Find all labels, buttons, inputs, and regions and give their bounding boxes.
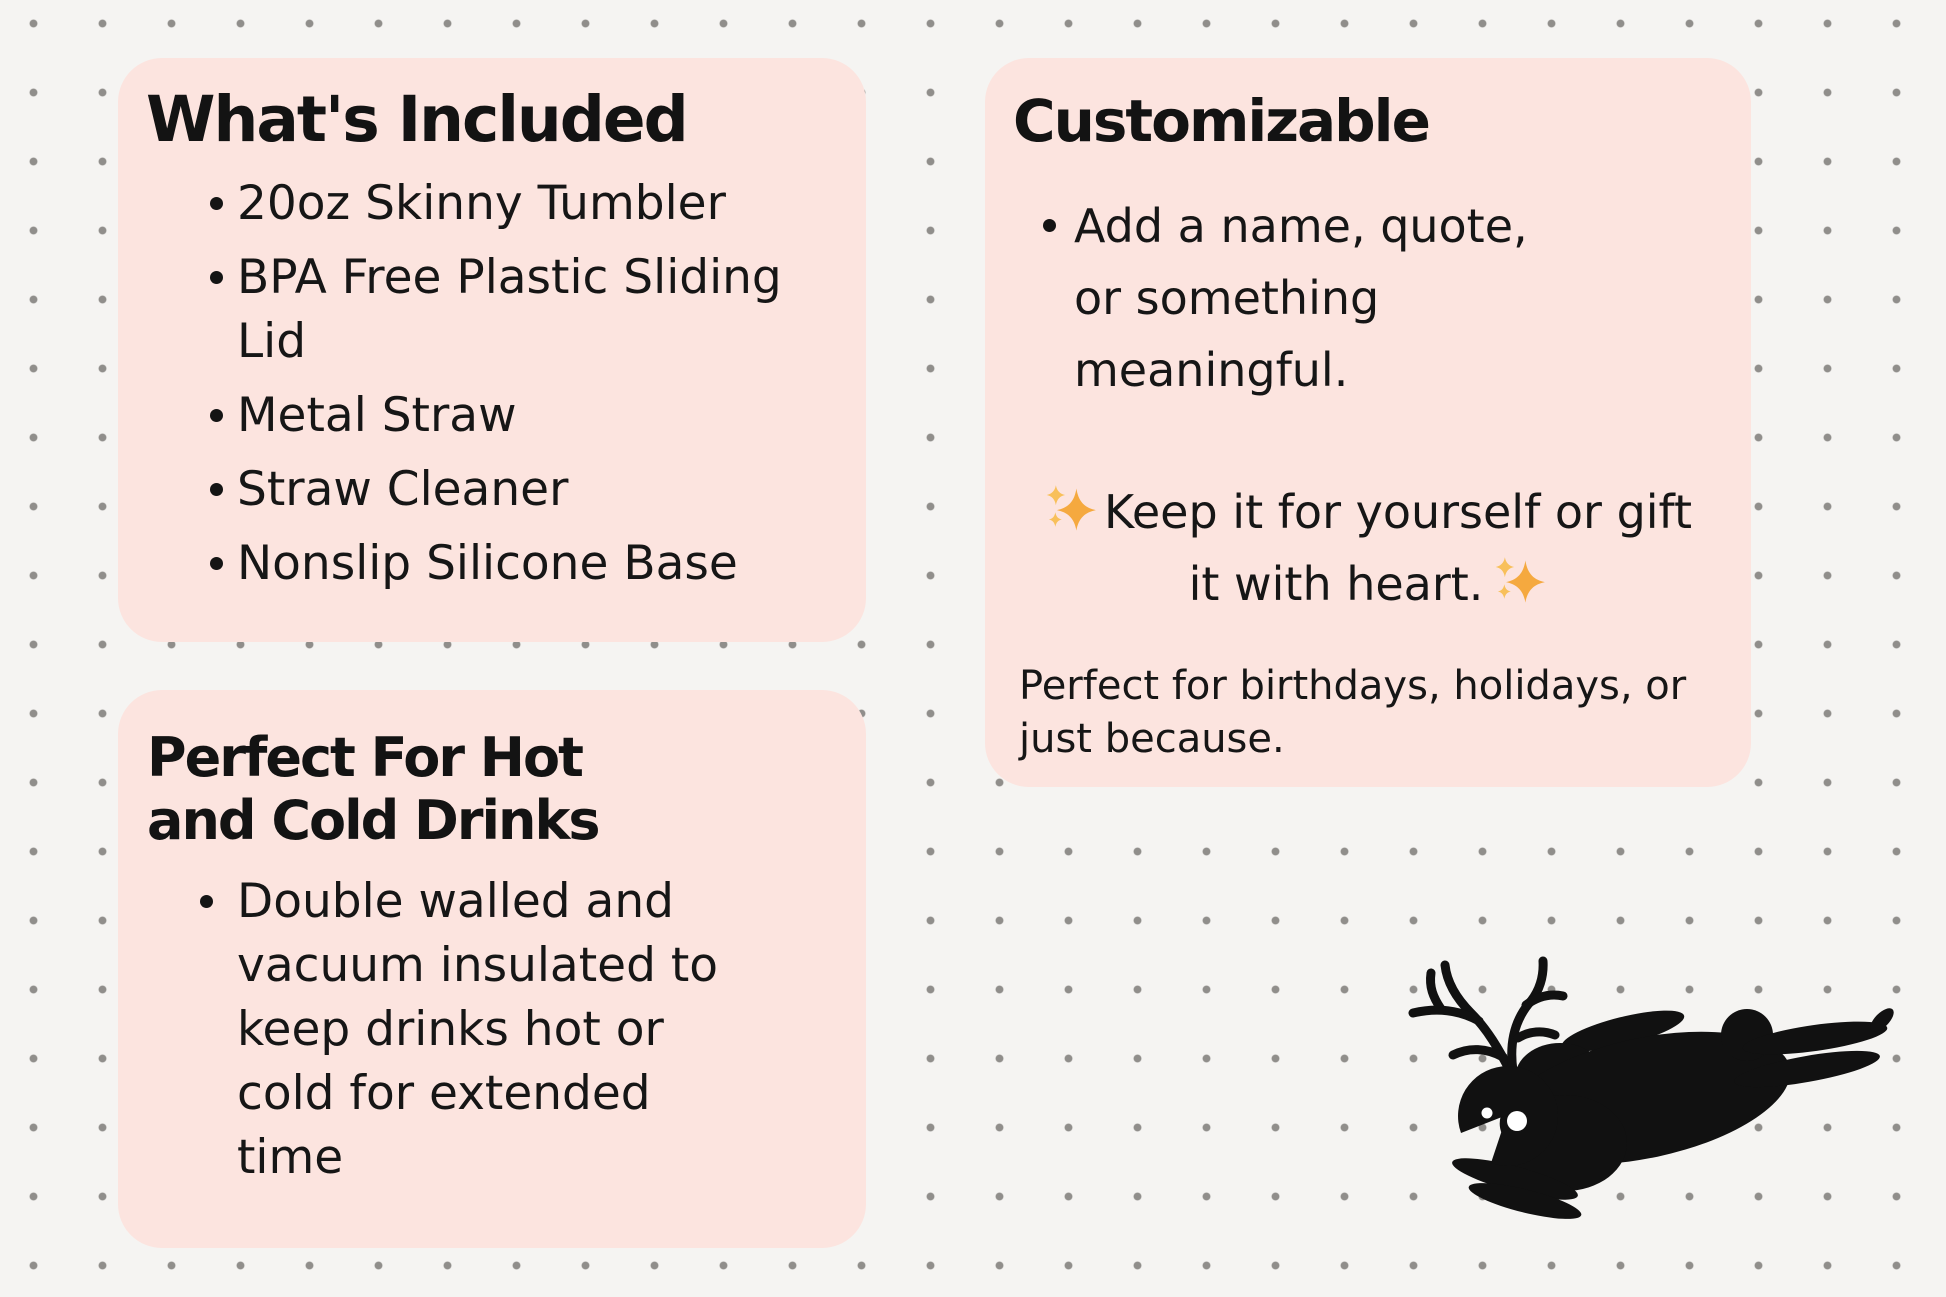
- bullet-dot-icon: [1043, 219, 1056, 232]
- card-customizable: [985, 58, 1751, 787]
- hot-cold-title: Perfect For Hot and Cold Drinks: [147, 726, 599, 852]
- list-item: [1043, 190, 1583, 406]
- list-item: [210, 172, 802, 236]
- list-item-text: Straw Cleaner: [237, 461, 569, 517]
- list-item-text: Double walled and vacuum insulated to keep drinks hot or cold for extended time: [237, 874, 719, 1185]
- list-item-text: Add a name, quote, or something meaningful.: [1074, 199, 1528, 398]
- list-item: [200, 870, 760, 1190]
- customizable-title: Customizable: [1013, 87, 1429, 155]
- bullet-dot-icon: [210, 271, 223, 284]
- eye-small: [1482, 1108, 1493, 1119]
- sparkles-icon: [1044, 482, 1098, 536]
- bullet-dot-icon: [210, 557, 223, 570]
- occasions-note: Perfect for birthdays, holidays, or just because.: [1019, 663, 1687, 763]
- card-hot-cold-drinks: [118, 690, 866, 1248]
- bullet-dot-icon: [200, 895, 213, 908]
- sparkles-icon: [1493, 554, 1547, 608]
- list-item: [210, 532, 802, 596]
- gift-message-text: Keep it for yourself or gift it with heart.: [1104, 485, 1692, 612]
- list-item-text: BPA Free Plastic Sliding Lid: [237, 249, 782, 369]
- bullet-dot-icon: [210, 197, 223, 210]
- hot-cold-list: [200, 870, 842, 1190]
- list-item-text: 20oz Skinny Tumbler: [237, 175, 726, 231]
- list-item: [210, 384, 802, 448]
- gift-message: [1028, 476, 1708, 620]
- card-whats-included: [118, 58, 866, 642]
- bullet-dot-icon: [210, 409, 223, 422]
- whats-included-list: [210, 172, 842, 596]
- list-item-text: Metal Straw: [237, 387, 517, 443]
- customizable-list: [1043, 190, 1723, 406]
- head: [1458, 1066, 1558, 1166]
- eye-large: [1507, 1111, 1527, 1131]
- list-item: [210, 458, 802, 522]
- jackalope-illustration: [1395, 943, 1895, 1248]
- bullet-dot-icon: [210, 483, 223, 496]
- list-item-text: Nonslip Silicone Base: [237, 535, 738, 591]
- whats-included-title: What's Included: [146, 83, 687, 156]
- list-item: [210, 246, 802, 374]
